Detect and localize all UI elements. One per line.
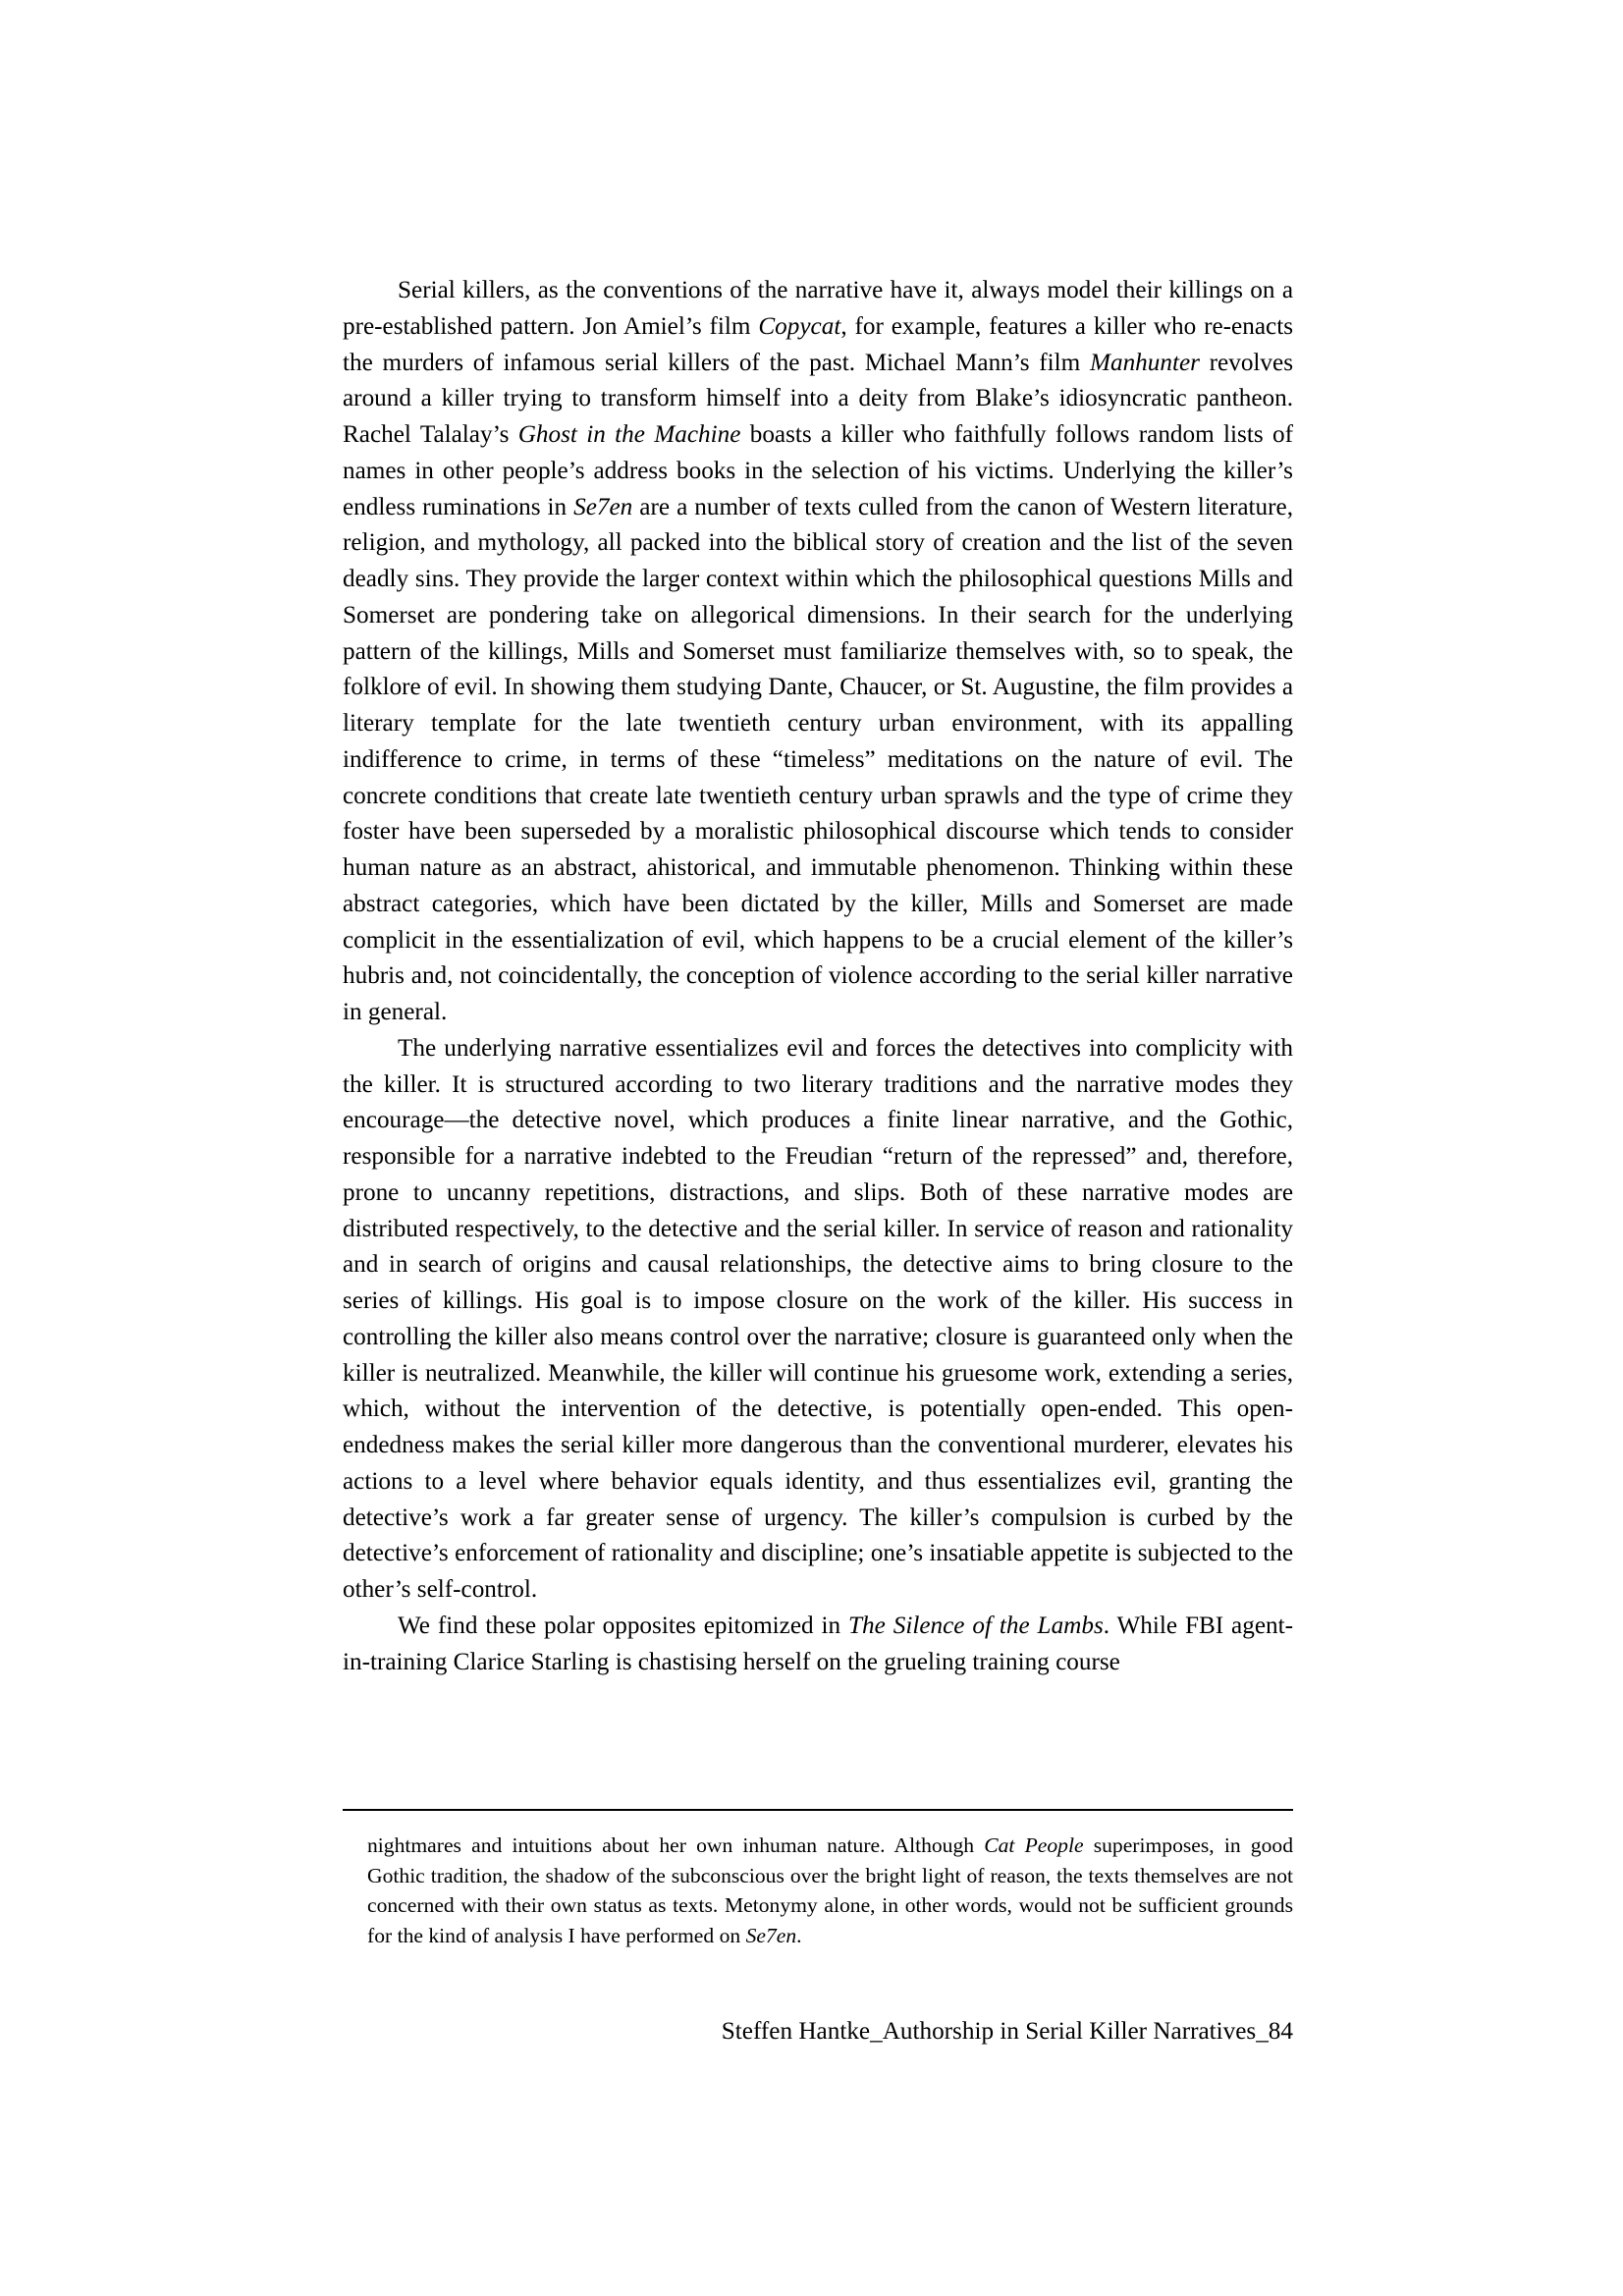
footnote-text: [367, 1831, 1293, 1950]
text-run: are a number of texts culled from the canon of Western literature, religion, and mythology, all packed into the biblical story of creation and the list of the seven deadly sins. They provide the larger context within which the philosophical questions Mills and Somerset are pondering take on allegorical dimensions. In their search for the underlying pattern of the killings, Mills and Somerset must familiarize themselves with, so to speak, the folklore of evil. In showing them studying Dante, Chaucer, or St. Augustine, the film provides a literary template for the late twentieth century urban environment, with its appalling indifference to crime, in terms of these “timeless” meditations on the nature of evil. The concrete conditions that create late twentieth century urban sprawls and the type of crime they foster have been superseded by a moralistic philosophical discourse which tends to consider human nature as an abstract, ahistorical, and immutable phenomenon. Thinking within these abstract categories, which have been dictated by the killer, Mills and Somerset are made complicit in the essentialization of evil, which happens to be a crucial element of the killer’s hubris and, not coincidentally, the conception of violence according to the serial killer narrative in general.: [343, 493, 1293, 1025]
text-run: The underlying narrative essentializes evil and forces the detectives into complicity with the killer. It is structured according to two literary traditions and the narrative modes they encourage—the detective novel, which produces a finite linear narrative, and the Gothic, responsible for a narrative indebted to the Freudian “return of the repressed” and, therefore, prone to uncanny repetitions, distractions, and slips. Both of these narrative modes are distributed respectively, to the detective and the serial killer. In service of reason and rationality and in search of origins and causal relationships, the detective aims to bring closure to the series of killings. His goal is to impose closure on the work of the killer. His success in controlling the killer also means control over the narrative; closure is guaranteed only when the killer is neutralized. Meanwhile, the killer will continue his gruesome work, extending a series, which, without the intervention of the detective, is potentially open-ended. This open-endedness makes the serial killer more dangerous than the conventional murderer, elevates his actions to a level where behavior equals identity, and thus essentializes evil, granting the detective’s work a far greater sense of urgency. The killer’s compulsion is curbed by the detective’s enforcement of rationality and discipline; one’s insatiable appetite is subjected to the other’s self-control.: [343, 1034, 1293, 1603]
paragraph-1: [343, 273, 1293, 1031]
main-body-text: [343, 273, 1293, 1680]
running-footer: Steffen Hantke_Authorship in Serial Killer Narratives_84: [721, 2018, 1293, 2045]
footnote-divider: [343, 1809, 1293, 1811]
text-run: We find these polar opposites epitomized in: [398, 1612, 849, 1639]
paragraph-2: [343, 1031, 1293, 1609]
film-title: Manhunter: [1090, 349, 1200, 376]
film-title: Se7en: [745, 1923, 797, 1947]
footnote: [367, 1831, 1293, 1950]
text-run: superimposes, in good Gothic tradition, the shadow of the subconscious over the bright light of reason, the texts themselves are not concerned with their own status as texts. Metonymy alone, in other words, would not be sufficient grounds for the kind of analysis I have performed on: [367, 1833, 1293, 1947]
film-title: Se7en: [573, 493, 633, 520]
film-title: Ghost in the Machine: [517, 421, 741, 448]
film-title: The Silence of the Lambs: [848, 1612, 1104, 1639]
paragraph-3: [343, 1609, 1293, 1681]
text-run: revolves around a killer trying to transform himself into a deity from Blake’s idiosyncratic pantheon. Rachel Talalay’s: [343, 349, 1293, 448]
film-title: Copycat: [758, 312, 841, 340]
text-run: .: [796, 1923, 802, 1947]
text-run: Serial killers, as the conventions of the narrative have it, always model their killings on a pre-established pattern. Jon Amiel’s film: [343, 277, 1293, 340]
text-run: nightmares and intuitions about her own inhuman nature. Although: [367, 1833, 985, 1857]
text-run: , for example, features a killer who re-enacts the murders of infamous serial killers of the past. Michael Mann’s film: [343, 312, 1293, 376]
text-run: . While FBI agent-in-training Clarice Starling is chastising herself on the grueling training course: [343, 1612, 1293, 1675]
text-run: boasts a killer who faithfully follows random lists of names in other people’s address books in the selection of his victims. Underlying the killer’s endless ruminations in: [343, 421, 1293, 520]
film-title: Cat People: [984, 1833, 1084, 1857]
